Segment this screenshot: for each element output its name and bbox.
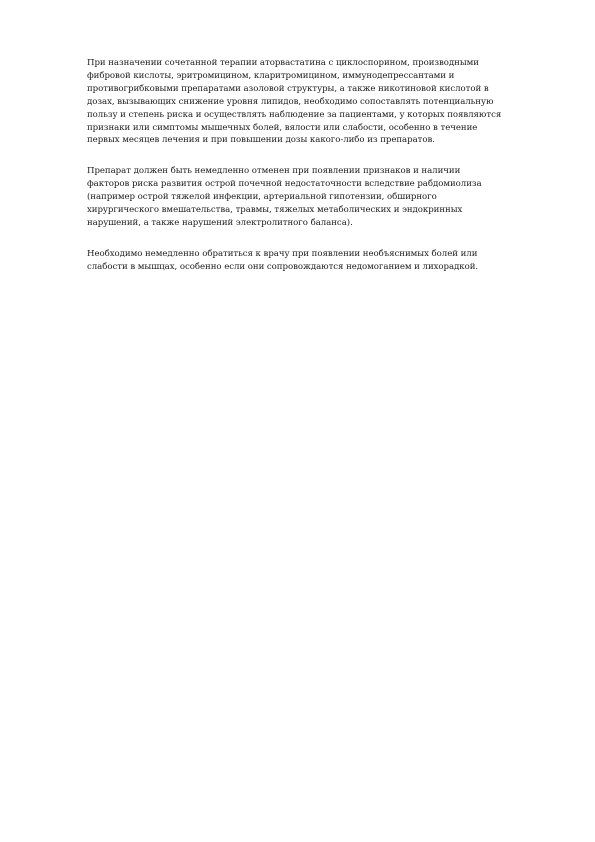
paragraph-consult-doctor: Необходимо немедленно обратиться к врачу при появлении необъяснимых болей или слабости в мышцах, особенно если они сопровождаются недомоганием и лихорадкой. (87, 248, 479, 272)
paragraph-combination-therapy: При назначении сочетанной терапии аторвастатина с циклоспорином, производными фибровой кислоты, эритромицином, кларитромицином, иммунодепрессантами и противогрибковыми препаратами азоловой структуры, а также никотиновой кислотой в дозах, вызывающих снижение уровня липидов, необходимо сопоставлять потенциальную пользу и степень риска и осуществлять наблюдение за пациентами, у которых появляются признаки или симптомы мышечных болей, вялости или слабости, особенно в течение первых месяцев лечения и при повышении дозы какого-либо из препаратов. (87, 58, 502, 146)
document-body (87, 57, 549, 292)
paragraph-discontinuation: Препарат должен быть немедленно отменен при появлении признаков и наличии факторов риска развития острой почечной недостаточности вследствие рабдомиолиза (например острой тяжелой инфекции, артериальной гипотензии, обширного хирургического вмешательства, травмы, тяжелых метаболических и эндокринных нарушений, а также нарушений электролитного баланса). (87, 166, 482, 228)
